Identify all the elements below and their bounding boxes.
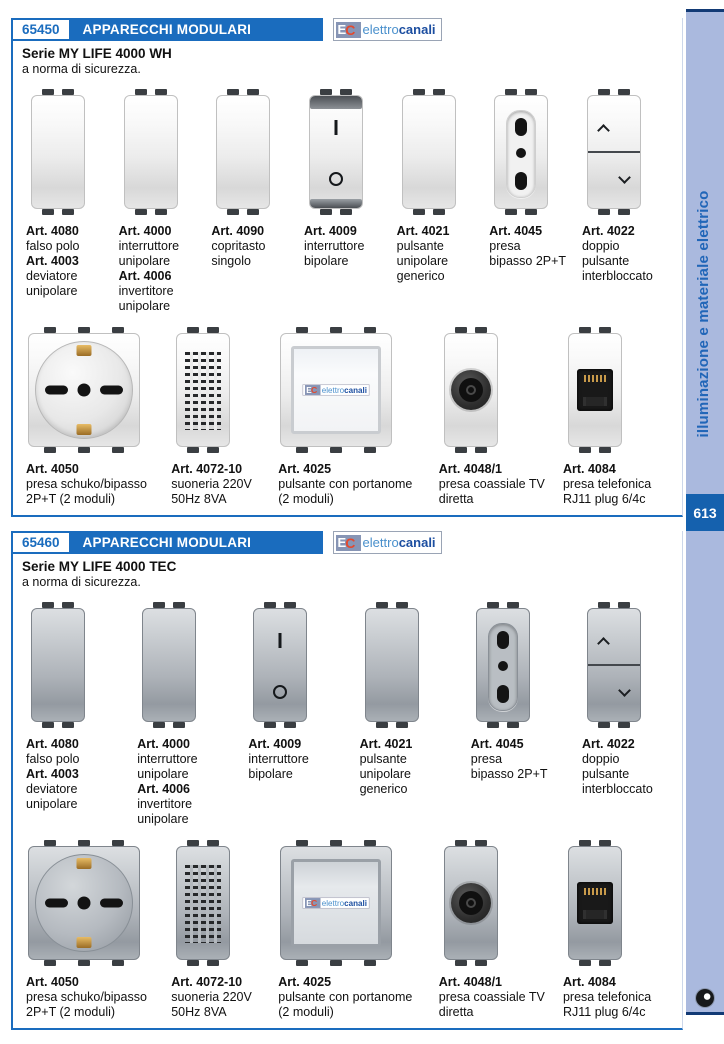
brand-ec-mark: E C	[336, 535, 361, 551]
series-title: Serie MY LIFE 4000 TEC	[22, 559, 177, 574]
product-caption	[26, 737, 114, 812]
product-description: bipasso 2P+T	[470, 767, 548, 781]
product-cell	[439, 327, 563, 507]
product-caption	[439, 462, 563, 507]
module-bottom-tabs	[402, 209, 456, 215]
product-photo	[563, 327, 670, 457]
product-photo	[397, 89, 485, 219]
product-photo	[563, 840, 670, 970]
brand-elettro-text: elettro	[362, 535, 399, 550]
product-description: unipolare	[137, 767, 189, 781]
product-description: unipolare	[118, 299, 171, 313]
socket-well	[35, 854, 133, 952]
product-photo	[119, 89, 207, 219]
product-description: bipolare	[303, 254, 349, 268]
product-image-rocker	[309, 89, 363, 215]
product-image-rocker	[253, 602, 307, 728]
product-description: presa telefonica	[562, 990, 652, 1004]
product-image-plain	[216, 89, 270, 215]
product-art-number: Art. 4084	[562, 975, 616, 989]
product-art-number: Art. 4050	[26, 462, 79, 476]
product-description: invertitore	[118, 284, 174, 298]
product-caption	[278, 975, 439, 1020]
product-description: interruttore	[137, 752, 198, 766]
product-image-rj11	[568, 840, 622, 966]
product-description: interbloccato	[581, 782, 653, 796]
brand-ec-mark: E C	[336, 22, 361, 38]
module-face	[31, 95, 85, 209]
on-mark	[334, 120, 337, 135]
product-description: bipolare	[248, 767, 293, 781]
product-photo	[439, 327, 563, 457]
product-caption	[278, 462, 439, 507]
product-cell	[119, 89, 207, 314]
product-image-buzzer	[176, 840, 230, 966]
product-photo	[439, 840, 563, 970]
chevron-down-icon	[618, 171, 631, 184]
module-bottom-tabs	[587, 722, 641, 728]
product-caption	[471, 737, 559, 782]
speaker-grille-icon	[185, 352, 221, 430]
product-description: pulsante con portanome	[278, 990, 413, 1004]
product-art-number: Art. 4006	[137, 782, 190, 796]
product-cell	[137, 602, 225, 827]
product-art-number: Art. 4072-10	[171, 462, 243, 476]
product-photo	[471, 602, 559, 732]
module-bottom-tabs	[28, 960, 140, 966]
product-art-number: Art. 4025	[278, 975, 332, 989]
product-description: falso polo	[26, 239, 80, 253]
chevron-up-icon	[597, 124, 610, 137]
module-face	[28, 846, 140, 960]
product-cell	[397, 89, 485, 314]
product-art-number: Art. 4072-10	[171, 975, 243, 989]
product-cell	[582, 602, 670, 827]
product-caption	[26, 462, 171, 507]
product-photo	[278, 840, 439, 970]
section-title: APPARECCHI MODULARI	[71, 18, 323, 41]
product-description: unipolare	[396, 254, 449, 268]
module-bottom-tabs	[365, 722, 419, 728]
product-description: interruttore	[118, 239, 180, 253]
product-caption	[563, 975, 670, 1020]
page-number: 613	[686, 494, 724, 531]
product-row	[15, 76, 680, 314]
product-art-number: Art. 4006	[118, 269, 172, 283]
product-description: copritasto	[211, 239, 266, 253]
swirl-icon	[696, 989, 714, 1007]
product-description: presa schuko/bipasso	[26, 990, 147, 1004]
section-header	[11, 18, 682, 41]
product-image-schuko	[28, 327, 140, 453]
product-image-tv	[444, 327, 498, 453]
brand-elettro-text: elettro	[362, 22, 399, 37]
product-caption	[563, 462, 670, 507]
product-image-plain	[142, 602, 196, 728]
product-description: unipolare	[26, 797, 78, 811]
product-caption	[248, 737, 336, 782]
module-bottom-tabs	[280, 960, 392, 966]
coax-connector	[451, 370, 491, 410]
chevron-up-icon	[597, 637, 610, 650]
product-image-plain	[124, 89, 178, 215]
module-bottom-tabs	[568, 960, 622, 966]
module-face	[28, 333, 140, 447]
product-photo	[582, 89, 670, 219]
product-image-bipasso	[494, 89, 548, 215]
product-caption	[26, 975, 171, 1020]
product-image-portanome	[280, 327, 392, 453]
product-art-number: Art. 4045	[470, 737, 524, 751]
catalog-section-tec	[11, 531, 683, 1030]
series-title: Serie MY LIFE 4000 WH	[22, 46, 172, 61]
side-tab-bottom-rule	[686, 1012, 724, 1015]
product-art-number: Art. 4021	[359, 737, 413, 751]
product-cell	[26, 327, 171, 507]
rj11-jack	[577, 369, 613, 411]
brand-canali-text: canali	[398, 535, 436, 550]
product-photo	[171, 327, 278, 457]
product-description: pulsante	[359, 752, 407, 766]
off-mark	[329, 172, 343, 186]
product-art-number: Art. 4000	[118, 224, 172, 238]
product-art-number: Art. 4084	[562, 462, 616, 476]
product-description: RJ11 plug 6/4c	[562, 1005, 646, 1019]
product-cell	[248, 602, 336, 827]
product-cell	[278, 840, 439, 1020]
product-caption	[582, 224, 670, 284]
section-header	[11, 531, 682, 554]
section-title: APPARECCHI MODULARI	[71, 531, 323, 554]
product-caption	[171, 462, 278, 507]
module-face	[476, 608, 530, 722]
product-cell	[26, 602, 114, 827]
name-label-window	[291, 346, 381, 434]
module-face	[365, 608, 419, 722]
module-bottom-tabs	[476, 722, 530, 728]
product-photo	[489, 89, 577, 219]
product-photo	[26, 602, 114, 732]
module-face	[216, 95, 270, 209]
product-art-number: Art. 4048/1	[438, 975, 502, 989]
product-cell	[171, 327, 278, 507]
product-description: suoneria 220V	[171, 477, 252, 491]
product-description: suoneria 220V	[171, 990, 252, 1004]
product-description: deviatore	[26, 269, 78, 283]
product-caption	[304, 224, 392, 269]
module-face	[402, 95, 456, 209]
module-bottom-tabs	[216, 209, 270, 215]
product-caption	[397, 224, 485, 284]
product-cell	[471, 602, 559, 827]
module-bottom-tabs	[568, 447, 622, 453]
product-description: interruttore	[248, 752, 309, 766]
product-cell	[211, 89, 299, 314]
product-photo	[248, 602, 336, 732]
product-description: 50Hz 8VA	[171, 1005, 227, 1019]
product-image-schuko	[28, 840, 140, 966]
product-description: unipolare	[26, 284, 78, 298]
module-face	[494, 95, 548, 209]
module-face	[124, 95, 178, 209]
speaker-grille-icon	[185, 865, 221, 943]
module-face	[142, 608, 196, 722]
product-caption	[489, 224, 577, 269]
brand-logo	[333, 18, 442, 41]
product-art-number: Art. 4009	[248, 737, 302, 751]
product-cell	[304, 89, 392, 314]
brand-canali-text: canali	[398, 22, 436, 37]
module-bottom-tabs	[31, 209, 85, 215]
product-caption	[137, 737, 225, 827]
product-grid	[13, 76, 682, 507]
product-art-number: Art. 4003	[26, 767, 79, 781]
divider	[588, 664, 640, 666]
product-photo	[26, 327, 171, 457]
product-description: (2 moduli)	[278, 1005, 334, 1019]
product-art-number: Art. 4009	[303, 224, 357, 238]
product-caption	[171, 975, 278, 1020]
product-caption	[360, 737, 448, 797]
product-photo	[582, 602, 670, 732]
product-description: diretta	[438, 1005, 474, 1019]
product-description: interruttore	[303, 239, 365, 253]
product-image-bipasso	[476, 602, 530, 728]
product-cell	[360, 602, 448, 827]
module-bottom-tabs	[253, 722, 307, 728]
product-description: generico	[359, 782, 408, 796]
socket-well	[35, 341, 133, 439]
brand-logo	[333, 531, 442, 554]
product-image-double	[587, 602, 641, 728]
coax-connector	[451, 883, 491, 923]
brand-logo-mini: E C elettro canali	[303, 897, 370, 908]
product-description: unipolare	[137, 812, 189, 826]
section-code: 65460	[11, 531, 71, 554]
product-description: diretta	[438, 492, 474, 506]
side-tab	[686, 0, 724, 1024]
module-face	[309, 95, 363, 209]
product-cell	[563, 327, 670, 507]
product-cell	[563, 840, 670, 1020]
product-cell	[26, 840, 171, 1020]
module-bottom-tabs	[31, 722, 85, 728]
product-photo	[211, 89, 299, 219]
product-description: presa coassiale TV	[438, 990, 545, 1004]
product-photo	[26, 89, 114, 219]
product-caption	[119, 224, 207, 314]
product-description: falso polo	[26, 752, 80, 766]
product-description: doppio	[581, 752, 620, 766]
product-image-buzzer	[176, 327, 230, 453]
product-art-number: Art. 4048/1	[438, 462, 502, 476]
safety-note: a norma di sicurezza.	[22, 62, 141, 76]
product-image-rj11	[568, 327, 622, 453]
product-photo	[304, 89, 392, 219]
product-description: 50Hz 8VA	[171, 492, 227, 506]
product-art-number: Art. 4050	[26, 975, 79, 989]
product-photo	[26, 840, 171, 970]
product-caption	[582, 737, 670, 797]
rj11-jack	[577, 882, 613, 924]
product-cell	[26, 89, 114, 314]
module-bottom-tabs	[124, 209, 178, 215]
section-code: 65450	[11, 18, 71, 41]
product-art-number: Art. 4045	[489, 224, 543, 238]
product-description: presa coassiale TV	[438, 477, 545, 491]
divider	[588, 151, 640, 153]
product-description: deviatore	[26, 782, 78, 796]
side-tab-band	[686, 12, 724, 1012]
product-description: bipasso 2P+T	[489, 254, 567, 268]
product-image-plain	[402, 89, 456, 215]
product-description: presa	[489, 239, 521, 253]
product-row	[15, 827, 680, 1020]
category-label: illuminazione e materiale elettrico	[695, 190, 712, 438]
module-bottom-tabs	[444, 447, 498, 453]
product-row	[15, 314, 680, 507]
product-description: generico	[396, 269, 445, 283]
product-row	[15, 589, 680, 827]
off-mark	[273, 685, 287, 699]
product-art-number: Art. 4003	[26, 254, 79, 268]
module-face	[587, 95, 641, 209]
module-bottom-tabs	[28, 447, 140, 453]
module-face	[568, 333, 622, 447]
socket-recess	[506, 110, 536, 198]
product-description: singolo	[211, 254, 251, 268]
product-cell	[489, 89, 577, 314]
product-photo	[360, 602, 448, 732]
module-face	[176, 333, 230, 447]
product-image-tv	[444, 840, 498, 966]
module-face	[31, 608, 85, 722]
product-description: presa telefonica	[562, 477, 652, 491]
on-mark	[279, 633, 282, 648]
product-description: pulsante	[581, 767, 630, 781]
module-face	[176, 846, 230, 960]
product-description: RJ11 plug 6/4c	[562, 492, 646, 506]
product-caption	[439, 975, 563, 1020]
module-bottom-tabs	[587, 209, 641, 215]
module-face	[444, 846, 498, 960]
product-image-plain	[365, 602, 419, 728]
module-bottom-tabs	[176, 960, 230, 966]
product-art-number: Art. 4022	[581, 224, 635, 238]
module-face	[280, 846, 392, 960]
product-description: pulsante	[396, 239, 444, 253]
module-face	[280, 333, 392, 447]
product-image-double	[587, 89, 641, 215]
module-face	[253, 608, 307, 722]
product-cell	[171, 840, 278, 1020]
product-cell	[582, 89, 670, 314]
product-photo	[137, 602, 225, 732]
brand-logo-mini: E C elettro canali	[303, 384, 370, 395]
product-description: unipolare	[118, 254, 171, 268]
product-image-portanome	[280, 840, 392, 966]
module-bottom-tabs	[444, 960, 498, 966]
product-cell	[439, 840, 563, 1020]
product-description: pulsante	[581, 254, 630, 268]
module-bottom-tabs	[494, 209, 548, 215]
product-photo	[171, 840, 278, 970]
catalog-section-wh	[11, 18, 683, 517]
product-description: interbloccato	[581, 269, 653, 283]
product-art-number: Art. 4000	[137, 737, 190, 751]
product-description: presa	[470, 752, 503, 766]
product-description: (2 moduli)	[278, 492, 334, 506]
module-face	[568, 846, 622, 960]
product-description: invertitore	[137, 797, 193, 811]
product-grid	[13, 589, 682, 1020]
product-cell	[278, 327, 439, 507]
product-description: presa schuko/bipasso	[26, 477, 147, 491]
module-face	[587, 608, 641, 722]
product-description: 2P+T (2 moduli)	[26, 1005, 116, 1019]
product-description: doppio	[581, 239, 620, 253]
product-art-number: Art. 4080	[26, 224, 79, 238]
product-art-number: Art. 4090	[211, 224, 265, 238]
module-bottom-tabs	[176, 447, 230, 453]
catalog-page-content	[11, 18, 683, 1044]
product-image-plain	[31, 602, 85, 728]
product-art-number: Art. 4080	[26, 737, 79, 751]
product-art-number: Art. 4025	[278, 462, 332, 476]
name-label-window	[291, 859, 381, 947]
product-photo	[278, 327, 439, 457]
product-image-plain	[31, 89, 85, 215]
chevron-down-icon	[618, 684, 631, 697]
product-caption	[26, 224, 114, 299]
product-art-number: Art. 4021	[396, 224, 450, 238]
module-face	[444, 333, 498, 447]
module-bottom-tabs	[309, 209, 363, 215]
socket-recess	[488, 623, 518, 711]
module-bottom-tabs	[142, 722, 196, 728]
product-description: unipolare	[359, 767, 411, 781]
product-description: pulsante con portanome	[278, 477, 413, 491]
product-caption	[211, 224, 299, 269]
product-description: 2P+T (2 moduli)	[26, 492, 116, 506]
module-bottom-tabs	[280, 447, 392, 453]
product-art-number: Art. 4022	[581, 737, 635, 751]
safety-note: a norma di sicurezza.	[22, 575, 141, 589]
